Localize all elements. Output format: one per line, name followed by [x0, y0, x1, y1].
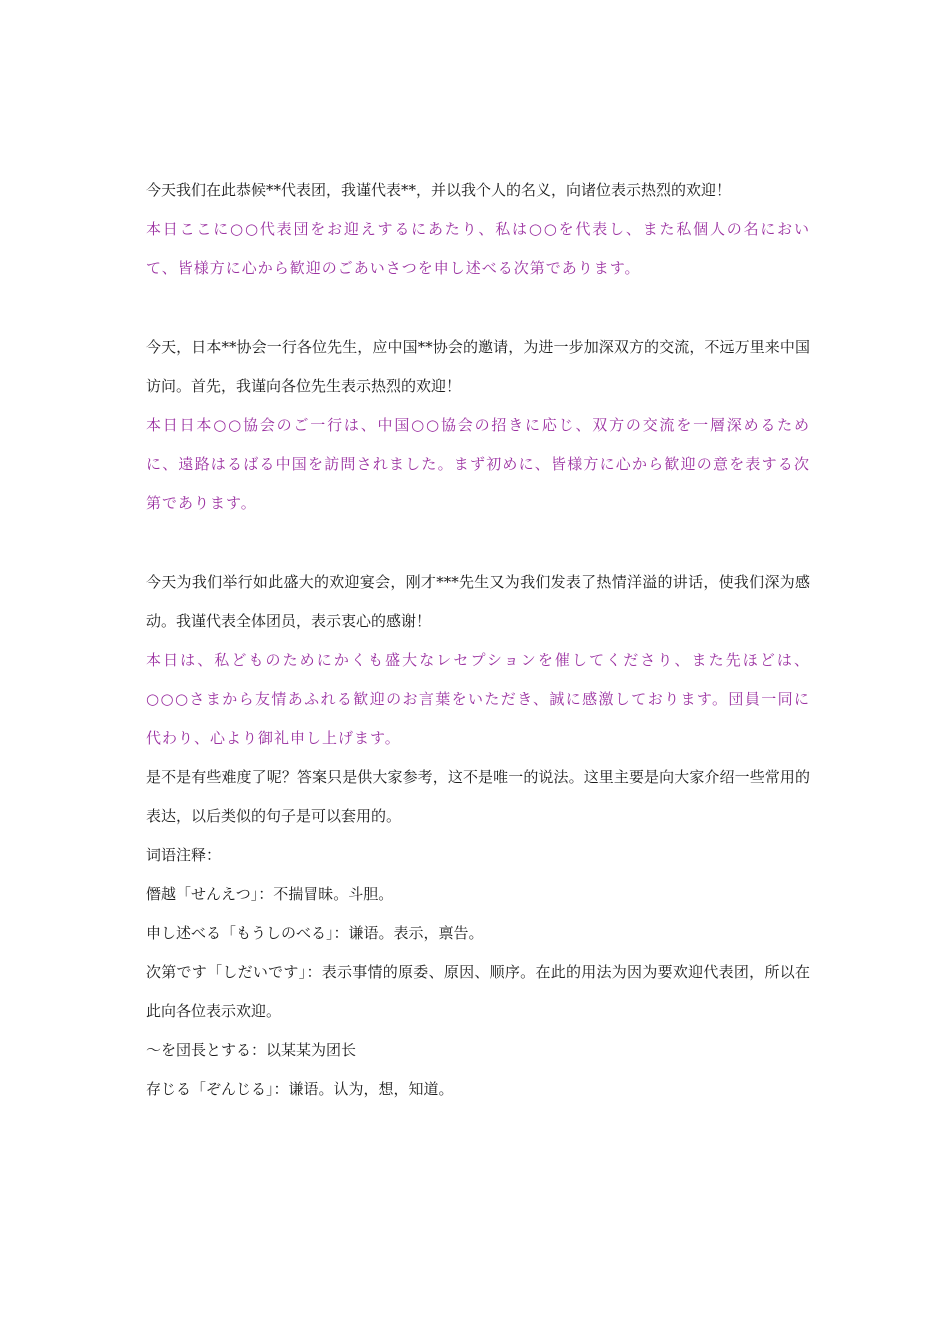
section-3-chinese: 今天为我们举行如此盛大的欢迎宴会，刚才***先生又为我们发表了热情洋溢的讲话，使我们深为感动。我谨代表全体团员，表示衷心的感谢！ [146, 573, 810, 630]
section-1-japanese: 本日ここに○○代表団をお迎えするにあたり、私は○○を代表し、また私個人の名において、皆様方に心から歓迎のごあいさつを申し述べる次第であります。 [146, 220, 810, 277]
section-3 [146, 563, 810, 758]
notes-title: 词语注释： [146, 846, 222, 864]
comment-paragraph: 是不是有些难度了呢？答案只是供大家参考，这不是唯一的说法。这里主要是向大家介绍一些常用的表达，以后类似的句子是可以套用的。 [146, 768, 810, 825]
section-2 [146, 328, 810, 523]
vocabulary-notes [146, 836, 810, 1109]
note-item: 僭越「せんえつ」：不揣冒昧。斗胆。 [146, 885, 394, 903]
section-1-chinese: 今天我们在此恭候**代表团，我谨代表**，并以我个人的名义，向诸位表示热烈的欢迎！ [146, 181, 732, 199]
section-1 [146, 171, 810, 288]
section-3-japanese: 本日は、私どものためにかくも盛大なレセプションを催してくださり、また先ほどは、○○○さまから友情あふれる歓迎のお言葉をいただき、誠に感激しております。団員一同に代わり、心より御礼申し上げます。 [146, 651, 810, 747]
document-body [146, 171, 810, 1109]
note-item: 存じる「ぞんじる」：谦语。认为，想，知道。 [146, 1080, 454, 1098]
section-2-chinese: 今天，日本**协会一行各位先生，应中国**协会的邀请，为进一步加深双方的交流，不远万里来中国访问。首先，我谨向各位先生表示热烈的欢迎！ [146, 338, 810, 395]
section-2-japanese: 本日日本○○協会のご一行は、中国○○協会の招きに応じ、双方の交流を一層深めるために、遠路はるばる中国を訪問されました。まず初めに、皆様方に心から歓迎の意を表する次第であります。 [146, 416, 810, 512]
note-item: 次第です「しだいです」：表示事情的原委、原因、顺序。在此的用法为因为要欢迎代表团，所以在此向各位表示欢迎。 [146, 963, 810, 1020]
note-item: ～を団長とする：以某某为团长 [146, 1041, 357, 1059]
note-item: 申し述べる「もうしのべる」：谦语。表示，禀告。 [146, 924, 484, 942]
